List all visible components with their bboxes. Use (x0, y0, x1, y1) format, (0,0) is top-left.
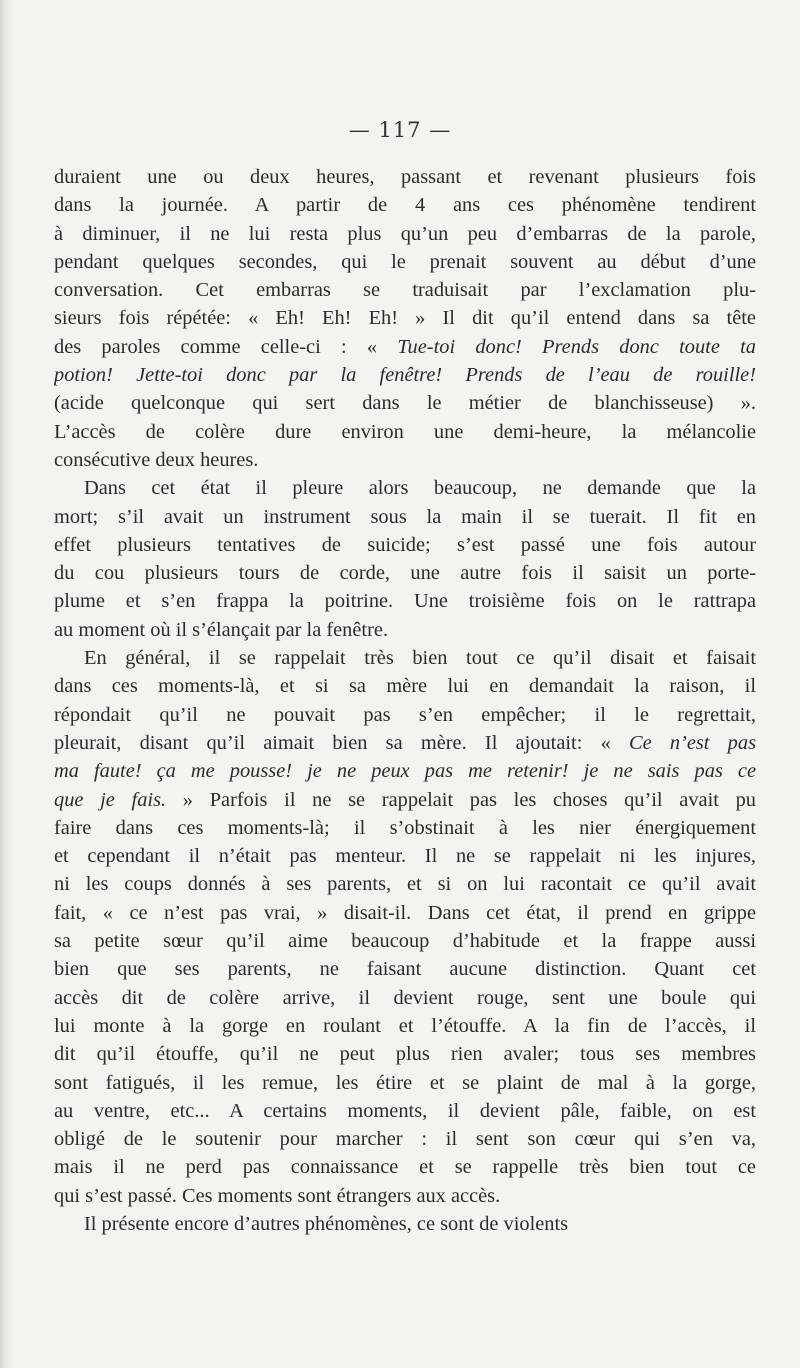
text-segment: faire dans ces moments-là; il s’obstinait à les nier énergiquement (54, 816, 756, 839)
text-line (54, 955, 756, 983)
text-segment: L’accès de colère dure environ une demi-heure, la mélancolie (54, 420, 756, 443)
text-segment: qui s’est passé. Ces moments sont étrangers aux accès. (54, 1184, 501, 1207)
italic-segment: Ce n’est pas (628, 731, 756, 754)
text-segment: sont fatigués, il les remue, les étire et se plaint de mal à la gorge, (54, 1071, 756, 1094)
text-line (54, 163, 756, 191)
text-line (54, 531, 756, 559)
text-segment: et cependant il n’était pas menteur. Il ne se rappelait ni les injures, (54, 845, 756, 868)
text-segment: sa petite sœur qu’il aime beaucoup d’habitude et la frappe aussi (54, 930, 756, 953)
text-line (54, 1210, 756, 1238)
body-text (54, 163, 756, 1238)
text-line (54, 503, 756, 531)
text-segment: sieurs fois répétée: « Eh! Eh! Eh! » Il dit qu’il entend dans sa tête (54, 307, 756, 330)
text-segment: plume et s’en frappa la poitrine. Une troisième fois on le rattrapa (54, 590, 756, 613)
text-segment: bien que ses parents, ne faisant aucune distinction. Quant cet (54, 958, 756, 981)
text-line (54, 587, 756, 615)
text-segment: mort; s’il avait un instrument sous la main il se tuerait. Il fit en (54, 505, 756, 528)
text-segment: dit qu’il étouffe, qu’il ne peut plus rien avaler; tous ses membres (54, 1043, 756, 1066)
text-segment: accès dit de colère arrive, il devient rouge, sent une boule qui (54, 986, 756, 1009)
text-segment: (acide quelconque qui sert dans le métier de blanchisseuse) ». (54, 392, 756, 415)
page-number: — 117 — (348, 118, 452, 142)
text-segment: conversation. Cet embarras se traduisait par l’exclamation plu- (54, 279, 756, 302)
text-line (54, 474, 756, 502)
text-line (54, 1125, 756, 1153)
text-line (54, 1182, 756, 1210)
text-line (54, 786, 756, 814)
text-segment: duraient une ou deux heures, passant et revenant plusieurs fois (54, 166, 756, 188)
text-segment: dans la journée. A partir de 4 ans ces phénomène tendirent (54, 194, 756, 217)
paragraph (54, 644, 756, 1210)
text-line (54, 389, 756, 417)
text-line (54, 304, 756, 332)
text-line (54, 361, 756, 389)
italic-segment: Tue-toi donc! Prends donc toute ta (397, 335, 756, 358)
text-segment: Il présente encore d’autres phénomènes, ce sont de violents (84, 1212, 569, 1235)
text-segment: En général, il se rappelait très bien tout ce qu’il disait et faisait (84, 647, 756, 670)
text-line (54, 1012, 756, 1040)
text-line (54, 984, 756, 1012)
text-segment: obligé de le soutenir pour marcher : il sent son cœur qui s’en va, (54, 1128, 756, 1151)
text-line (54, 1040, 756, 1068)
paragraph (54, 163, 756, 474)
text-line (54, 616, 756, 644)
text-segment: pendant quelques secondes, qui le prenait souvent au début d’une (54, 250, 756, 273)
italic-segment: ma faute! ça me pousse! je ne peux pas me retenir! je ne sais pas ce (54, 760, 756, 783)
text-line (54, 248, 756, 276)
italic-segment: potion! Jette-toi donc par la fenêtre! Prends de l’eau de rouille! (54, 364, 756, 387)
text-segment: au ventre, etc... A certains moments, il devient pâle, faible, on est (54, 1099, 756, 1122)
text-line (54, 899, 756, 927)
text-line (54, 333, 756, 361)
text-segment: au moment où il s’élançait par la fenêtre. (54, 618, 389, 641)
text-segment: effet plusieurs tentatives de suicide; s’est passé une fois autour (54, 533, 756, 556)
text-line (54, 276, 756, 304)
text-segment: pleurait, disant qu’il aimait bien sa mère. Il ajoutait: « (54, 731, 629, 754)
text-segment: ni les coups donnés à ses parents, et si on lui racontait ce qu’il avait (54, 873, 756, 896)
text-segment: des paroles comme celle-ci : « (54, 335, 398, 358)
text-line (54, 672, 756, 700)
text-segment: du cou plusieurs tours de corde, une autre fois il saisit un porte- (54, 562, 756, 585)
text-line (54, 870, 756, 898)
text-line (54, 927, 756, 955)
italic-segment: que je fais. (54, 788, 167, 811)
text-line (54, 842, 756, 870)
text-line (54, 701, 756, 729)
text-line (54, 418, 756, 446)
text-segment: » Parfois il ne se rappelait pas les choses qu’il avait pu (166, 788, 756, 811)
text-line (54, 1153, 756, 1181)
text-segment: lui monte à la gorge en roulant et l’étouffe. A la fin de l’accès, il (54, 1014, 756, 1037)
text-line (54, 446, 756, 474)
text-line (54, 757, 756, 785)
text-line (54, 220, 756, 248)
text-line (54, 729, 756, 757)
text-line (54, 644, 756, 672)
text-segment: Dans cet état il pleure alors beaucoup, ne demande que la (84, 477, 756, 500)
paragraph (54, 1210, 756, 1238)
text-segment: consécutive deux heures. (54, 448, 259, 471)
text-segment: mais il ne perd pas connaissance et se rappelle très bien tout ce (54, 1156, 756, 1179)
text-line (54, 1069, 756, 1097)
paragraph (54, 474, 756, 644)
text-line (54, 191, 756, 219)
text-segment: répondait qu’il ne pouvait pas s’en empêcher; il le regrettait, (54, 703, 756, 726)
text-segment: à diminuer, il ne lui resta plus qu’un peu d’embarras de la parole, (54, 222, 756, 245)
text-line (54, 559, 756, 587)
text-segment: fait, « ce n’est pas vrai, » disait-il. Dans cet état, il prend en grippe (54, 901, 756, 924)
text-line (54, 814, 756, 842)
text-segment: dans ces moments-là, et si sa mère lui en demandait la raison, il (54, 675, 756, 698)
text-line (54, 1097, 756, 1125)
